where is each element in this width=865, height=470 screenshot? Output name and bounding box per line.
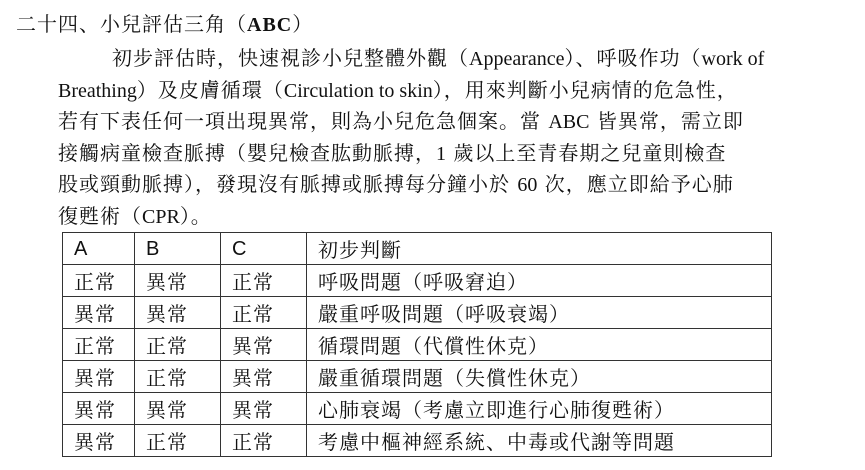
text-run: Appearance [469, 48, 565, 70]
text-run: 歲以上至青春期之兒童則檢查 [446, 140, 727, 165]
cell-circulation: 正常 [221, 425, 307, 457]
header-label: C [232, 238, 247, 260]
cell-breathing: 正常 [135, 361, 221, 393]
text-run: 次，應立即給予心肺 [537, 172, 734, 196]
cell-appearance: 異常 [63, 393, 135, 425]
cell-judgement: 考慮中樞神經系統、中毒或代謝等問題 [307, 425, 772, 457]
text-run: ）、呼吸作功（ [564, 46, 702, 70]
text-run: ABC [548, 111, 590, 133]
text-run: ）及皮膚循環（ [136, 77, 284, 102]
paragraph-line-4 [58, 138, 858, 170]
cell-breathing: 異常 [135, 393, 221, 425]
cell-breathing: 異常 [135, 265, 221, 297]
header-label: A [74, 238, 88, 260]
section-title-text: 二十四、小兒評估三角（ [16, 12, 247, 36]
section-title-abc: ABC [247, 14, 293, 36]
text-run: 復甦術（ [58, 203, 142, 228]
paragraph-line-3 [58, 106, 858, 138]
text-run: ），用來判斷小兒病情的危急性， [432, 77, 738, 102]
cell-appearance: 異常 [63, 297, 135, 329]
text-run: CPR [142, 205, 180, 228]
abc-assessment-table [62, 232, 772, 457]
table-row [63, 265, 772, 297]
header-label: 初步判斷 [318, 238, 402, 262]
text-run: 股或頸動脈搏），發現沒有脈搏或脈搏每分鐘小於 [58, 172, 518, 196]
cell-circulation: 正常 [221, 265, 307, 297]
paragraph-line-1 [58, 43, 858, 75]
text-run: 皆異常，需立即 [589, 109, 744, 133]
paragraph-line-5 [58, 169, 858, 201]
cell-judgement: 嚴重呼吸問題（呼吸衰竭） [307, 297, 772, 329]
text-run: 60 [517, 174, 538, 196]
text-run: work of [701, 48, 765, 70]
cell-appearance: 異常 [63, 361, 135, 393]
section-title-close: ） [292, 12, 314, 36]
text-run: Breathing [58, 79, 137, 102]
cell-breathing: 正常 [135, 425, 221, 457]
header-cell-a [63, 233, 135, 265]
table-row [63, 297, 772, 329]
cell-circulation: 異常 [221, 393, 307, 425]
text-run: 接觸病童檢查脈搏（嬰兒檢查肱動脈搏， [58, 140, 436, 165]
text-run: 初步評估時，快速視診小兒整體外觀（ [112, 46, 469, 70]
paragraph-line-6 [58, 201, 858, 233]
cell-judgement: 心肺衰竭（考慮立即進行心肺復甦術） [307, 393, 772, 425]
cell-circulation: 異常 [221, 329, 307, 361]
cell-breathing: 正常 [135, 329, 221, 361]
cell-judgement: 循環問題（代償性休克） [307, 329, 772, 361]
text-run: 1 [436, 142, 446, 165]
cell-judgement: 嚴重循環問題（失償性休克） [307, 361, 772, 393]
cell-circulation: 正常 [221, 297, 307, 329]
cell-judgement: 呼吸問題（呼吸窘迫） [307, 265, 772, 297]
cell-appearance: 正常 [63, 265, 135, 297]
cell-appearance: 異常 [63, 425, 135, 457]
text-run: 若有下表任何一項出現異常，則為小兒危急個案。當 [58, 109, 549, 133]
text-run: ）。 [179, 203, 212, 228]
paragraph-line-2 [58, 75, 858, 107]
cell-appearance: 正常 [63, 329, 135, 361]
header-cell-judgement [307, 233, 772, 265]
cell-circulation: 異常 [221, 361, 307, 393]
header-cell-b [135, 233, 221, 265]
header-cell-c [221, 233, 307, 265]
table-header-row [63, 233, 772, 265]
table-row [63, 393, 772, 425]
header-label: B [146, 238, 160, 260]
table-row [63, 361, 772, 393]
table-row [63, 329, 772, 361]
text-run: Circulation to skin [283, 79, 433, 102]
abc-description-paragraph [58, 43, 858, 232]
table-row [63, 425, 772, 457]
section-title [16, 10, 313, 39]
cell-breathing: 異常 [135, 297, 221, 329]
